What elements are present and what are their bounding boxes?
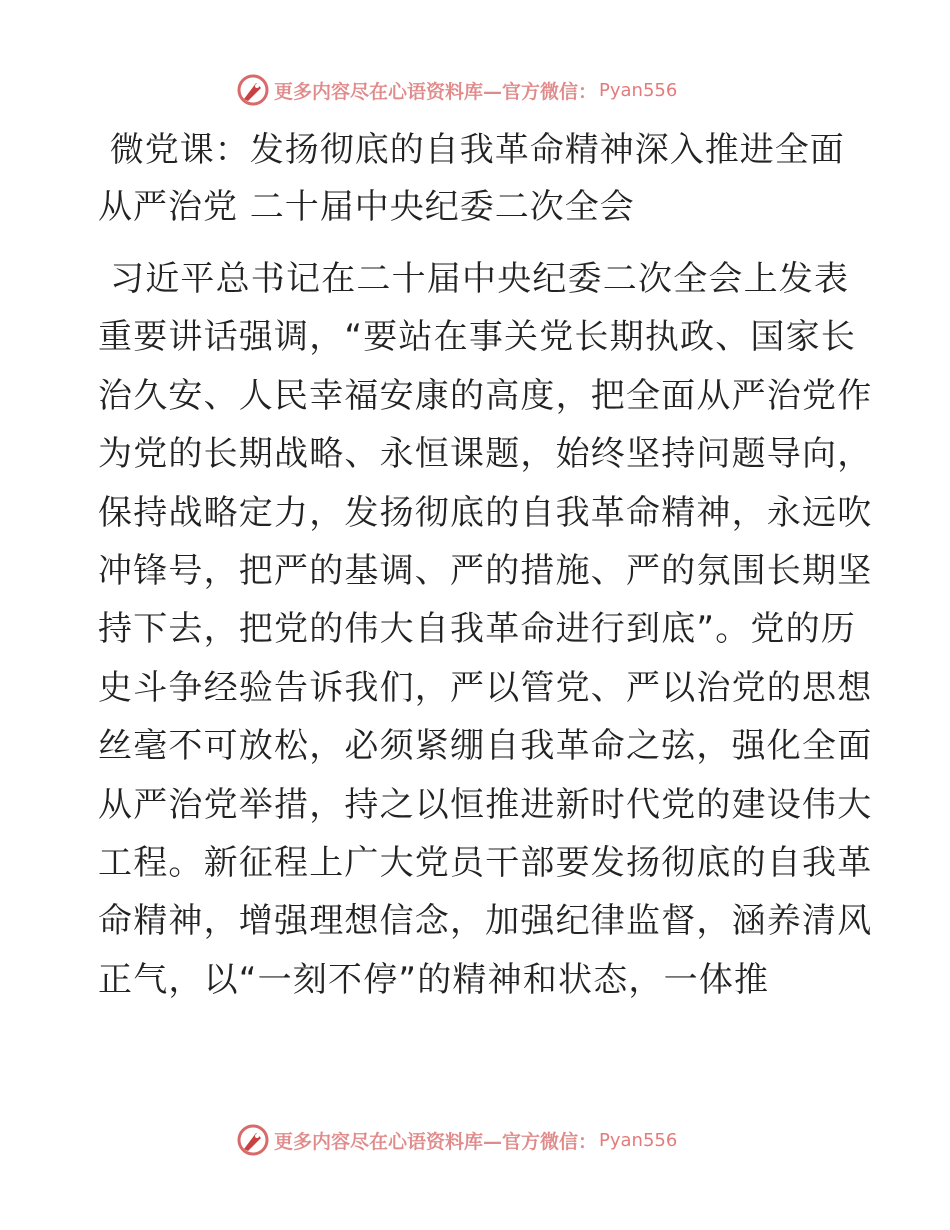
pen-nib-icon	[236, 73, 270, 107]
document-body	[98, 250, 873, 1009]
body-line: 丝毫不可放松，必须紧绷自我革命之弦，强化全面	[98, 726, 873, 767]
body-line: 为党的长期战略、永恒课题，始终坚持问题导向，	[98, 434, 873, 475]
body-line: 冲锋号，把严的基调、严的措施、严的氛围长期坚	[98, 551, 873, 592]
body-line: 工程。新征程上广大党员干部要发扬彻底的自我革	[98, 843, 873, 884]
body-line: 重要讲话强调，“要站在事关党长期执政、国家长	[98, 317, 857, 358]
footer-watermark	[236, 1122, 716, 1158]
body-line: 治久安、人民幸福安康的高度，把全面从严治党作	[98, 375, 873, 416]
header-watermark	[236, 72, 716, 108]
body-line: 史斗争经验告诉我们，严以管党、严以治党的思想	[98, 667, 873, 708]
watermark-account: Pyan556	[599, 79, 678, 101]
pen-nib-icon	[236, 1123, 270, 1157]
title-line: 从严治党 二十届中央纪委二次全会	[98, 187, 635, 227]
body-line: 保持战略定力，发扬彻底的自我革命精神，永远吹	[98, 492, 873, 533]
body-line: 命精神，增强理想信念，加强纪律监督，涵养清风	[98, 901, 873, 942]
watermark-text: 更多内容尽在心语资料库—官方微信：	[274, 80, 598, 103]
watermark-account: Pyan556	[599, 1129, 678, 1151]
document-title	[98, 122, 878, 236]
body-line: 正气，以“一刻不停”的精神和状态，一体推	[98, 959, 770, 1000]
body-line: 习近平总书记在二十届中央纪委二次全会上发表	[98, 259, 850, 299]
body-line: 从严治党举措，持之以恒推进新时代党的建设伟大	[98, 784, 873, 825]
body-line: 持下去，把党的伟大自我革命进行到底”。党的历	[98, 609, 857, 650]
title-line: 微党课：发扬彻底的自我革命精神深入推进全面	[98, 130, 845, 170]
watermark-text: 更多内容尽在心语资料库—官方微信：	[274, 1130, 598, 1153]
